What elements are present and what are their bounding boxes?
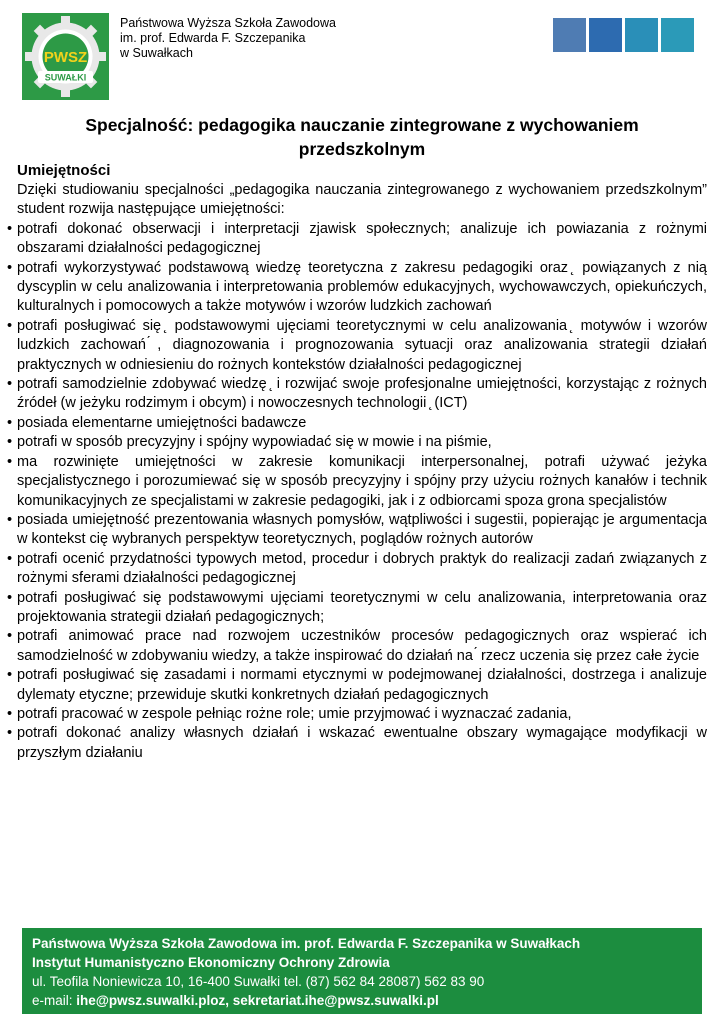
list-item: • ma rozwinięte umiejętności w zakresie komunikacji interpersonalnej, potrafi używać jeżyka specjalistycznego i porozumiewać się w sposób precyzyjny i spójny przy użyciu rożnych kanałów i technik komunikacyjnych ze specjalistami w zakresie pedagogiki, jak i z odbiorcami spoza grona specjalistów: [7, 453, 707, 511]
school-logo: [22, 13, 109, 100]
section-intro: Dzięki studiowaniu specjalności „pedagogika nauczania zintegrowanego z wychowaniem przedszkolnym” student rozwija następujące umiejętności:: [17, 182, 707, 218]
pwsz-emblem: [22, 13, 109, 100]
skills-list: [7, 220, 707, 763]
svg-text:PWSZ: PWSZ: [43, 49, 88, 66]
footer-school-name: Państwowa Wyższa Szkoła Zawodowa im. prof. Edwarda F. Szczepanika w Suwałkach: [32, 936, 581, 951]
list-item: • potrafi posługiwać się zasadami i normami etycznymi w podejmowanej działalności, dostrzega i analizuje dylematy etyczne; przewiduje skutki konkretnych działań pedagogicznych: [7, 666, 707, 705]
list-item: • posiada elementarne umiejętności badawcze: [7, 414, 707, 433]
list-item: • posiada umiejętność prezentowania własnych pomysłów, wątpliwości i sugestii, popierając je argumentacja w kontekst cię wybranych perspektyw teoretycznych, poglądów rożnych autorów: [7, 511, 707, 550]
list-item: • potrafi dokonać obserwacji i interpretacji zjawisk społecznych; analizuje ich powiazania z rożnymi obszarami działalności pedagogicznej: [7, 220, 707, 259]
list-item: • potrafi ocenić przydatności typowych metod, procedur i dobrych praktyk do realizacji zadań związanych z rożnymi sferami działalności pedagogicznej: [7, 550, 707, 589]
list-item: • potrafi w sposób precyzyjny i spójny wypowiadać się w mowie i na piśmie,: [7, 433, 707, 452]
skills-section: [7, 161, 707, 763]
list-item: • potrafi posługiwać się podstawowymi ujęciami teoretycznymi w celu analizowania, interpretowania oraz projektowania strategii działań pedagogicznych;: [7, 589, 707, 628]
email-label: e-mail:: [32, 993, 77, 1008]
list-item: • potrafi dokonać analizy własnych działań i wskazać ewentualne obszary wymagające modyfikacji w przyszłym działaniu: [7, 724, 707, 763]
color-square: [589, 18, 622, 52]
list-item: • potrafi wykorzystywać podstawową wiedzę teoretyczna z zakresu pedagogiki oraz ̨ powiązanych z nią dyscyplin w celu analizowania i interpretowania problemów edukacyjnych, wychowawczych, opiekuńczych, kulturalnych i pomocowych a także motywów i wzorów ludzkich zachowań: [7, 259, 707, 317]
school-name-line: Państwowa Wyższa Szkoła Zawodowa: [120, 16, 336, 30]
school-name-line: w Suwałkach: [120, 46, 193, 60]
footer-institute-name: Instytut Humanistyczno Ekonomiczny Ochrony Zdrowia: [32, 955, 390, 970]
footer-address: ul. Teofila Noniewicza 10, 16-400 Suwałki tel. (87) 562 84 28087) 562 83 90: [32, 974, 485, 989]
color-square: [661, 18, 694, 52]
footer-email-line: [32, 991, 692, 1010]
list-item: • potrafi pracować w zespole pełniąc rożne role; umie przyjmować i wyznaczać zadania,: [7, 705, 707, 724]
section-heading: Umiejętności: [17, 162, 111, 179]
page-title: Specjalność: pedagogika nauczanie zintegrowane z wychowaniem przedszkolnym: [85, 115, 639, 159]
decorative-squares: [553, 18, 694, 52]
school-name-line: im. prof. Edwarda F. Szczepanika: [120, 31, 306, 45]
list-item: • potrafi samodzielnie zdobywać wiedzę ̨ i rozwijać swoje profesjonalne umiejętności, korzystając z rożnych źródeł (w jeżyku rodzimym i obcym) i nowoczesnych technologii ̨ (ICT): [7, 375, 707, 414]
email-addresses[interactable]: ihe@pwsz.suwalki.ploz, sekretariat.ihe@pwsz.suwalki.pl: [76, 993, 439, 1008]
color-square: [553, 18, 586, 52]
svg-text:SUWAŁKI: SUWAŁKI: [44, 72, 87, 83]
color-square: [625, 18, 658, 52]
list-item: • potrafi animować prace nad rozwojem uczestników procesów pedagogicznych oraz wspierać ich samodzielność w zdobywaniu wiedzy, a także inspirować do działań na ́ rzecz uczenia się przez całe życie: [7, 627, 707, 666]
footer-contact-box: [22, 928, 702, 1014]
list-item: • potrafi posługiwać się ̨ podstawowymi ujęciami teoretycznymi w celu analizowania ̨ motywów i wzorów ludzkich zachowań ́, diagnozowania i prognozowania sytuacji oraz analizowania strategii działań praktycznych w odniesieniu do rożnych kontekstów działalności pedagogicznej: [7, 317, 707, 375]
school-name-header: [120, 16, 336, 61]
